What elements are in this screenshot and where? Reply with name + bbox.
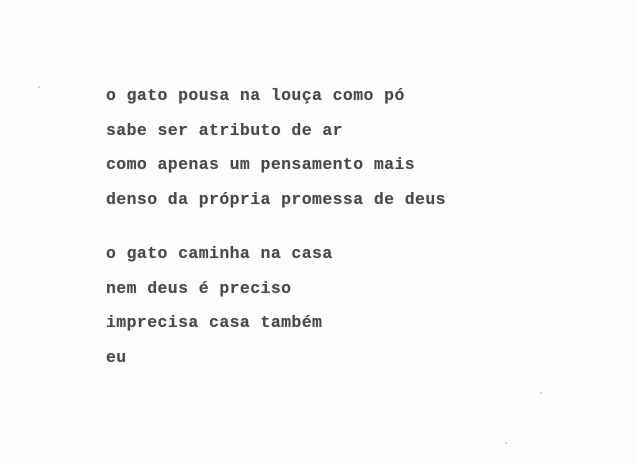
- poem-line: nem deus é preciso: [106, 278, 292, 298]
- poem-line: o gato pousa na louça como pó: [106, 86, 405, 105]
- stanza-2: [106, 240, 606, 378]
- poem: [106, 82, 606, 378]
- stanza-break: [106, 220, 606, 240]
- paper-speck: [540, 392, 542, 394]
- poem-line: denso da própria promessa de deus: [106, 189, 446, 209]
- poem-line: sabe ser atributo de ar: [106, 120, 343, 140]
- poem-line: o gato caminha na casa: [106, 244, 333, 263]
- paper-speck: [505, 442, 507, 444]
- poem-line: como apenas um pensamento mais: [106, 155, 416, 174]
- paper-speck: [38, 86, 40, 88]
- stanza-1: [106, 82, 606, 220]
- poem-line: imprecisa casa também: [106, 313, 323, 332]
- poem-line: eu: [106, 347, 127, 367]
